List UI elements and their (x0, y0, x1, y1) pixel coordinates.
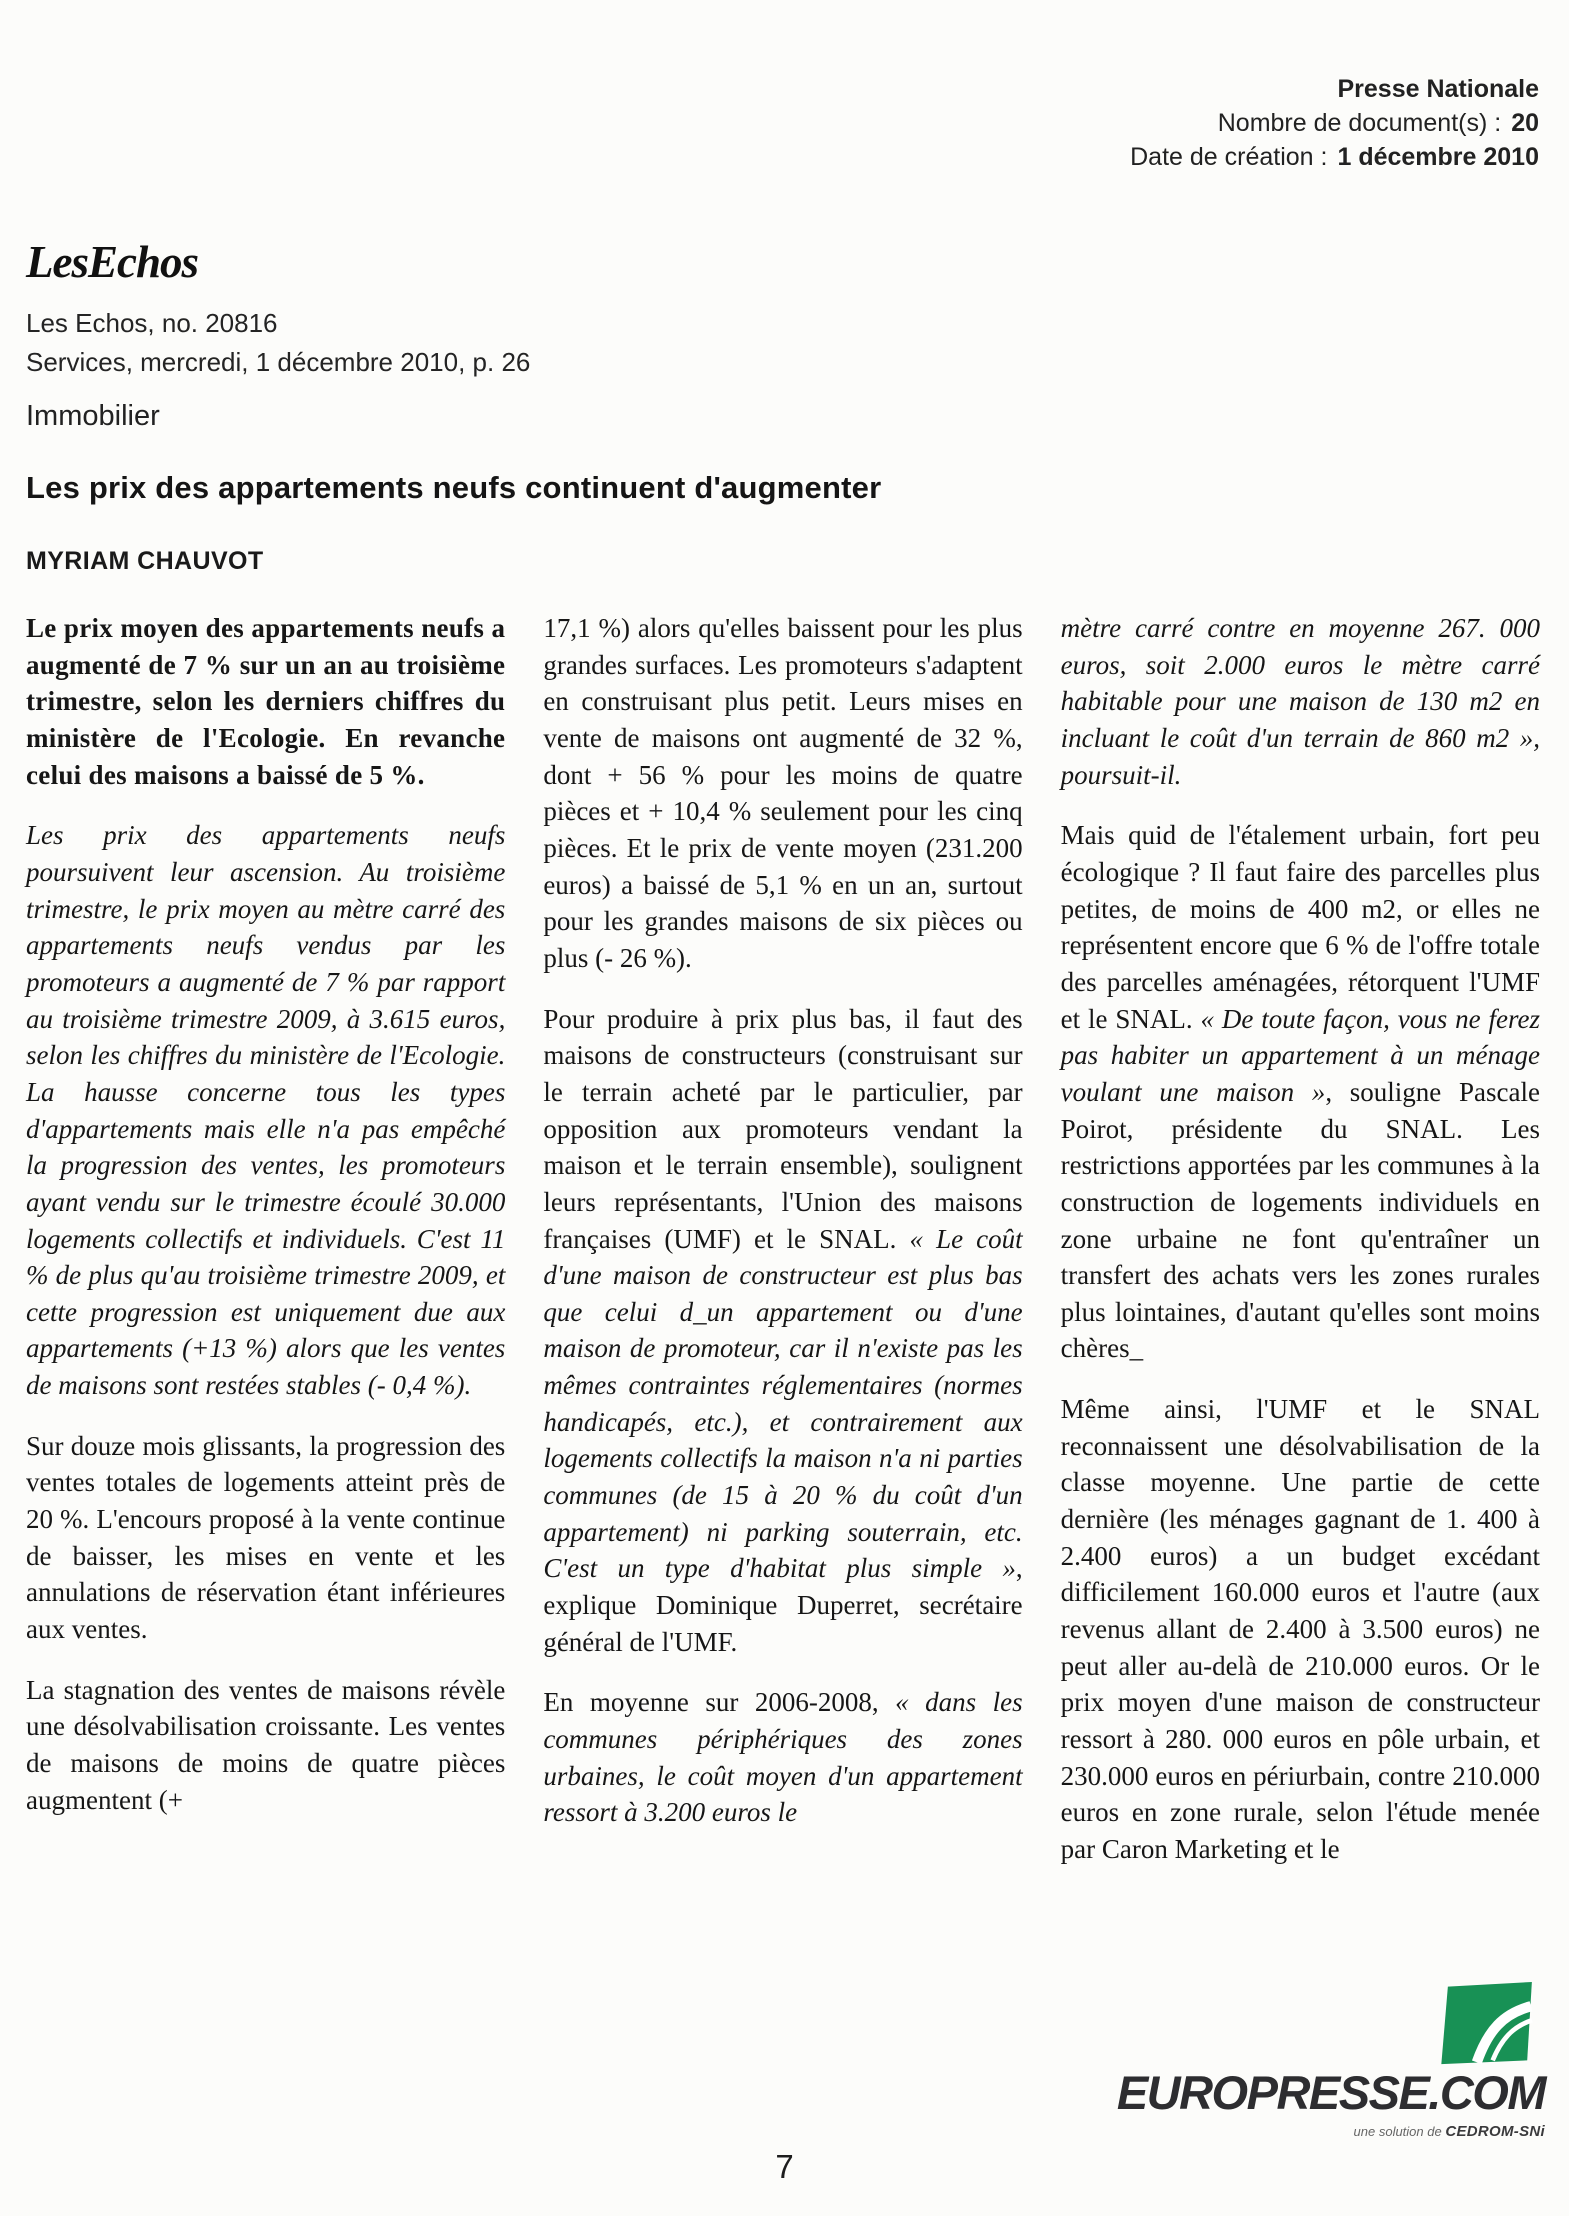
page-number: 7 (775, 2148, 794, 2185)
paragraph: En moyenne sur 2006-2008, « dans les communes périphériques des zones urbaines, le coût moyen d'un appartement ressort à 3.200 euros le (543, 1687, 1023, 1828)
paragraph: 17,1 %) alors qu'elles baissent pour les plus grandes surfaces. Les promoteurs s'adaptent en construisant plus petit. Leurs mises en vente de maisons ont augmenté de 32 %, dont + 56 % pour les moins de quatre pièces et + 10,4 % seulement pour les cinq pièces. Et le prix de vente moyen (231.200 euros) a baissé de 5,1 % en un an, surtout pour les grandes maisons de six pièces ou plus (- 26 %). (543, 613, 1023, 973)
article-title: Les prix des appartements neufs continuent d'augmenter (26, 470, 882, 505)
europresse-brand-text: EUROPRESSE.COM (1116, 2066, 1545, 2119)
paragraph: Mais quid de l'étalement urbain, fort peu écologique ? Il faut faire des parcelles plus petites, de moins de 400 m2, or elles ne représentent encore que 6 % de l'offre totale des parcelles aménagées, rétorquent l'UMF et le SNAL. « De toute façon, vous ne ferez pas habiter un appartement à un ménage voulant une maison », souligne Pascale Poirot, présidente du SNAL. Les restrictions apportées par les communes à la construction de logements individuels en zone urbaine ne font qu'entraîner un transfert des achats vers les zones rurales plus lointaines, d'autant qu'elles sont moins chères_ (1060, 820, 1540, 1364)
section-label: Immobilier (26, 400, 160, 432)
paragraph-lead: Le prix moyen des appartements neufs a augmenté de 7 % sur un an au troisième trimestre, selon les derniers chiffres du ministère de l'Ecologie. En revanche celui des maisons a baissé de 5 %. (26, 613, 506, 790)
paragraph: La stagnation des ventes de maisons révèle une désolvabilisation croissante. Les ventes de maisons de moins de quatre pièces augmentent (+ (26, 1674, 506, 1815)
article-author: MYRIAM CHAUVOT (26, 547, 264, 575)
source-date-line: Services, mercredi, 1 décembre 2010, p. 26 (26, 347, 531, 377)
les-echos-logo: LesEchos (26, 237, 198, 287)
column-2 (543, 610, 1022, 1892)
paragraph: Les prix des appartements neufs poursuivent leur ascension. Au troisième trimestre, le prix moyen au mètre carré des appartements neufs vendus par les promoteurs a augmenté de 7 % par rapport au troisième trimestre 2009, à 3.615 euros, selon les chiffres du ministère de l'Ecologie. La hausse concerne tous les types d'appartements mais elle n'a pas empêché la progression des ventes, les promoteurs ayant vendu sur le trimestre écoulé 30.000 logements collectifs et individuels. C'est 11 % de plus qu'au troisième trimestre 2009, et cette progression est uniquement due aux appartements (+13 %) alors que les ventes de maisons sont restées stables (- 0,4 %). (26, 820, 506, 1401)
cedrom-tagline: une solution de CEDROM-SNi (1353, 2123, 1545, 2141)
paragraph: Même ainsi, l'UMF et le SNAL reconnaissent une désolvabilisation de la classe moyenne. Une partie de cette dernière (les ménages gagnant de 1. 400 à 2.400 euros) a un budget excédant difficilement 160.000 euros et l'autre (aux revenus allant de 2.400 à 3.500 euros) ne peut aller au-delà de 210.000 euros. Or le prix moyen d'une maison de constructeur ressort à 280. 000 euros en pôle urbain, et 230.000 euros en périurbain, contre 210.000 euros en zone rurale, selon l'étude menée par Caron Marketing et le (1060, 1394, 1540, 1864)
source-block (26, 236, 530, 382)
paragraph: Pour produire à prix plus bas, il faut des maisons de constructeurs (construisant sur le terrain acheté par le particulier, par opposition aux promoteurs vendant la maison et le terrain ensemble), soulignent leurs représentants, l'Union des maisons françaises (UMF) et le SNAL. « Le coût d'une maison de constructeur est plus bas que celui d_un appartement ou d'une maison de promoteur, car il n'existe pas les mêmes contraintes réglementaires (normes handicapés, etc.), et contrairement aux logements collectifs la maison n'a ni parties communes (de 15 à 20 % du coût d'un appartement) ni parking souterrain, etc. C'est un type d'habitat plus simple », explique Dominique Duperret, secrétaire général de l'UMF. (543, 1003, 1023, 1657)
doc-count-line: Nombre de document(s) : 20 (1217, 109, 1539, 137)
column-1 (26, 610, 505, 1892)
europresse-swoosh-icon (1441, 1982, 1535, 2066)
creation-date-line: Date de création : 1 décembre 2010 (1130, 143, 1539, 171)
paragraph: Sur douze mois glissants, la progression des ventes totales de logements atteint près de 20 %. L'encours proposé à la vente continue de baisser, les mises en vente et les annulations de réservation étant inférieures aux ventes. (26, 1430, 506, 1645)
europresse-logo (1095, 1982, 1545, 2140)
article-body (26, 610, 1540, 1892)
press-type-label: Presse Nationale (1337, 75, 1539, 103)
paragraph: mètre carré contre en moyenne 267. 000 euros, soit 2.000 euros le mètre carré habitable pour une maison de 130 m2 en incluant le coût d'un terrain de 860 m2 », poursuit-il. (1060, 613, 1540, 790)
source-issue-line: Les Echos, no. 20816 (26, 308, 278, 338)
header-meta (1130, 72, 1539, 174)
column-3 (1061, 610, 1540, 1892)
